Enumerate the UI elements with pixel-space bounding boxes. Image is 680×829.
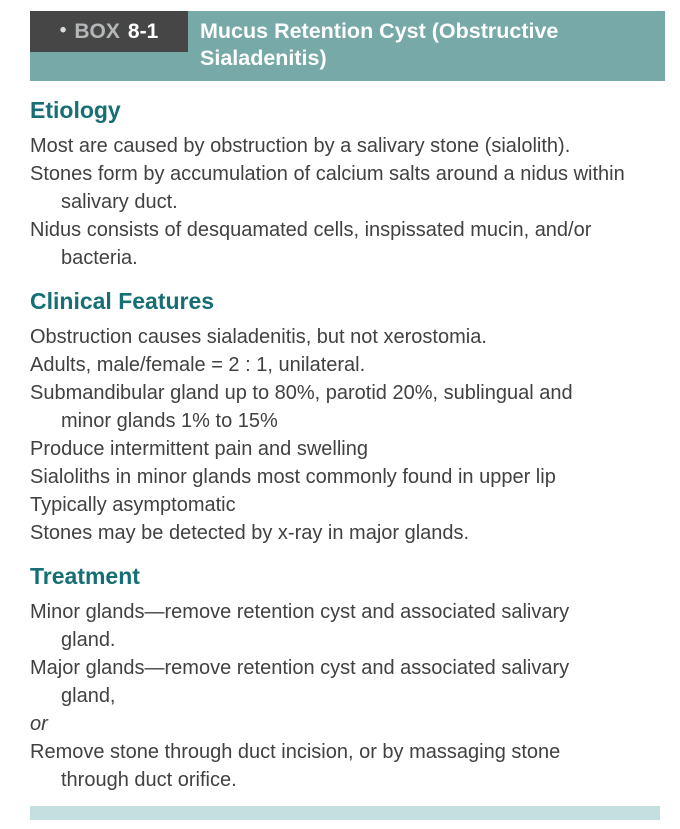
body-entry: Minor glands—remove retention cyst and associated salivary gland. (30, 601, 570, 651)
body-entry: Remove stone through duct incision, or by massaging stone through duct orifice. (30, 741, 561, 791)
body-entry: Obstruction causes sialadenitis, but not xerostomia. (30, 326, 487, 348)
box-label-prefix: BOX (74, 19, 120, 43)
box-header (30, 11, 665, 81)
body-entry: Produce intermittent pain and swelling (30, 438, 368, 460)
body-entry: Nidus consists of desquamated cells, inspissated mucin, and/or bacteria. (30, 219, 592, 269)
body-entry: Adults, male/female = 2 : 1, unilateral. (30, 354, 366, 376)
bullet-icon: • (59, 20, 67, 41)
body-entry: Stones form by accumulation of calcium salts around a nidus within salivary duct. (30, 163, 625, 213)
body-entry: Major glands—remove retention cyst and associated salivary gland, (30, 657, 570, 707)
section-treatment (30, 563, 665, 794)
section-heading: Etiology (30, 97, 121, 123)
body-entry: Typically asymptomatic (30, 494, 236, 516)
box-label-number: 8-1 (127, 19, 159, 43)
section-etiology (30, 97, 665, 272)
box-title: Mucus Retention Cyst (Obstructive Sialadenitis) (200, 19, 559, 70)
box-label (30, 11, 188, 52)
section-heading: Treatment (30, 563, 140, 589)
section-heading: Clinical Features (30, 288, 215, 314)
body-entry: Most are caused by obstruction by a salivary stone (sialolith). (30, 135, 571, 157)
body-entry: Submandibular gland up to 80%, parotid 20%, sublingual and minor glands 1% to 15% (30, 382, 573, 432)
bottom-divider-bar (30, 806, 660, 820)
section-clinical-features (30, 288, 665, 547)
body-entry-or-connector: or (30, 713, 48, 735)
body-entry: Stones may be detected by x-ray in major glands. (30, 522, 470, 544)
body-entry: Sialoliths in minor glands most commonly found in upper lip (30, 466, 556, 488)
